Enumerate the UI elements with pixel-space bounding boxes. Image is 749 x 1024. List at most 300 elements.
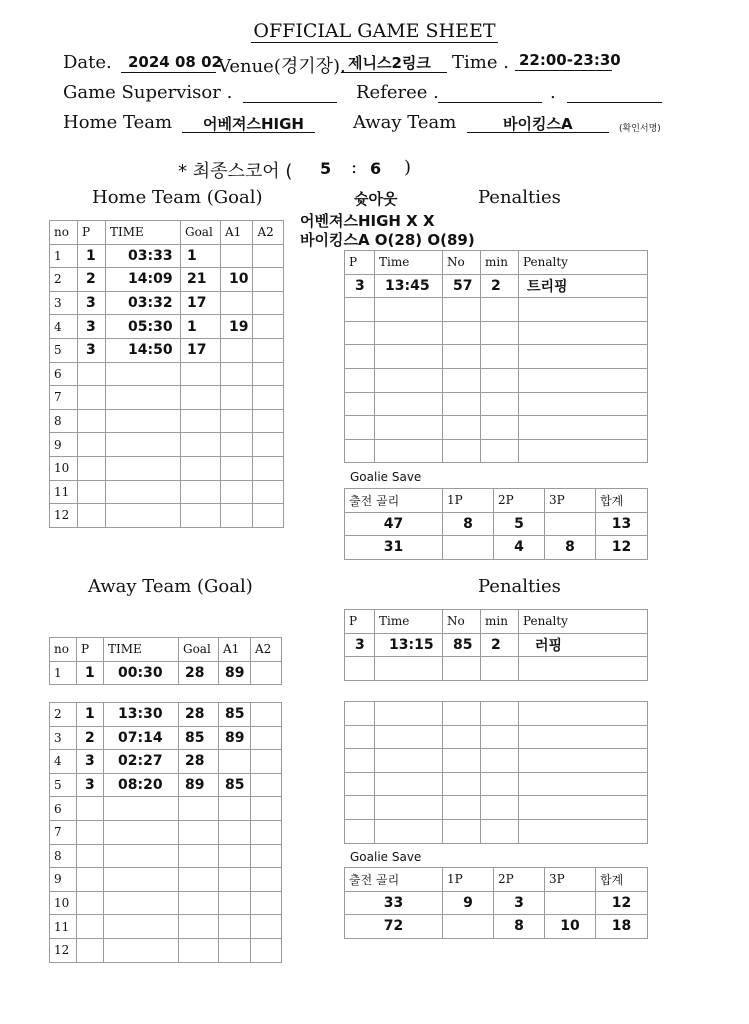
table-cell: [375, 702, 443, 726]
table-row: [50, 456, 284, 480]
table-row: [345, 633, 648, 657]
table-cell: [78, 386, 106, 410]
table-cell: 3: [78, 291, 106, 315]
table-cell: [104, 820, 179, 844]
table-cell: 3: [50, 291, 78, 315]
table-header-row: [50, 221, 284, 245]
table-cell: 21: [181, 268, 221, 292]
table-cell: [251, 820, 282, 844]
table-cell: [345, 819, 375, 843]
table-cell: [443, 536, 494, 560]
table-header-cell: 3P: [545, 489, 596, 513]
table-row: [50, 915, 282, 939]
table-cell: [221, 409, 253, 433]
table-cell: [345, 725, 375, 749]
table-cell: 85: [179, 726, 219, 750]
table-cell: [481, 819, 519, 843]
table-cell: 85: [219, 773, 251, 797]
date-label: Date.: [63, 52, 112, 73]
table-cell: [481, 657, 519, 681]
table-cell: 47: [345, 512, 443, 536]
table-cell: 5: [50, 773, 77, 797]
table-cell: 17: [181, 291, 221, 315]
table-row: [50, 661, 282, 685]
away-team-label: Away Team: [353, 112, 457, 133]
table-cell: 1: [181, 244, 221, 268]
table-cell: [104, 891, 179, 915]
table-row: [345, 392, 648, 416]
table-cell: [443, 796, 481, 820]
table-cell: [251, 726, 282, 750]
table-cell: [481, 416, 519, 440]
table-cell: [253, 480, 284, 504]
table-header-cell: 합계: [596, 868, 648, 892]
table-row: [50, 938, 282, 962]
table-cell: [104, 797, 179, 821]
table-header-cell: no: [50, 221, 78, 245]
table-header-cell: Time: [375, 251, 443, 275]
table-row: [50, 386, 284, 410]
table-cell: 10: [50, 456, 78, 480]
table-header-cell: min: [481, 610, 519, 634]
table-cell: 3: [345, 274, 375, 298]
table-header-cell: Goal: [179, 638, 219, 662]
table-cell: [251, 938, 282, 962]
table-row: [50, 409, 284, 433]
table-cell: [443, 657, 481, 681]
table-cell: [375, 749, 443, 773]
shootout-away: 바이킹스A O(28) O(89): [300, 231, 475, 249]
table-cell: [221, 362, 253, 386]
table-cell: 28: [179, 661, 219, 685]
table-cell: [519, 368, 648, 392]
table-header-cell: no: [50, 638, 77, 662]
table-header-cell: 1P: [443, 489, 494, 513]
table-cell: 05:30: [106, 315, 181, 339]
time-value: 22:00-23:30: [519, 51, 621, 69]
table-row: [50, 433, 284, 457]
table-cell: [345, 368, 375, 392]
table-cell: 85: [219, 703, 251, 727]
table-cell: 89: [179, 773, 219, 797]
away-goal-table-bottom: [49, 702, 282, 963]
table-cell: [78, 433, 106, 457]
table-cell: 3: [77, 773, 104, 797]
table-cell: [221, 504, 253, 528]
table-cell: [375, 772, 443, 796]
home-team-label: Home Team: [63, 112, 173, 133]
time-line: [515, 70, 612, 71]
table-cell: 러핑: [519, 633, 648, 657]
table-header-cell: A1: [221, 221, 253, 245]
table-cell: [375, 416, 443, 440]
table-cell: [251, 915, 282, 939]
away-goal-table-top: [49, 637, 282, 685]
away-penalties-table-bottom: [344, 701, 648, 844]
table-row: [345, 536, 648, 560]
table-cell: 2: [50, 703, 77, 727]
table-cell: [545, 512, 596, 536]
table-cell: 3: [78, 338, 106, 362]
table-cell: [181, 480, 221, 504]
table-cell: 8: [494, 915, 545, 939]
table-cell: 9: [50, 868, 77, 892]
table-cell: [181, 362, 221, 386]
table-cell: 1: [77, 661, 104, 685]
table-header-cell: A1: [219, 638, 251, 662]
table-cell: [179, 891, 219, 915]
table-cell: [519, 725, 648, 749]
table-row: [50, 291, 284, 315]
table-cell: [77, 891, 104, 915]
table-cell: [219, 820, 251, 844]
table-row: [50, 338, 284, 362]
table-cell: 72: [345, 915, 443, 939]
away-goalie-save-title: Goalie Save: [350, 850, 422, 864]
table-cell: 02:27: [104, 750, 179, 774]
table-row: [345, 416, 648, 440]
table-row: [50, 797, 282, 821]
table-header-cell: 합계: [596, 489, 648, 513]
table-cell: 12: [50, 938, 77, 962]
away-penalties-table-top: [344, 609, 648, 681]
table-row: [345, 657, 648, 681]
table-header-cell: TIME: [106, 221, 181, 245]
time-label: Time .: [452, 52, 509, 73]
table-cell: [219, 750, 251, 774]
table-cell: 9: [443, 891, 494, 915]
table-cell: [251, 773, 282, 797]
referee-separator: .: [550, 82, 556, 103]
table-cell: [443, 439, 481, 463]
table-row: [345, 915, 648, 939]
table-cell: [443, 298, 481, 322]
table-header-cell: P: [77, 638, 104, 662]
table-cell: 5: [50, 338, 78, 362]
table-cell: 28: [179, 703, 219, 727]
table-row: [50, 362, 284, 386]
table-cell: [77, 938, 104, 962]
table-cell: [375, 796, 443, 820]
table-row: [345, 772, 648, 796]
table-header-row: [345, 868, 648, 892]
table-cell: 03:33: [106, 244, 181, 268]
table-cell: 6: [50, 362, 78, 386]
table-row: [50, 480, 284, 504]
table-cell: [77, 820, 104, 844]
table-cell: [481, 749, 519, 773]
table-header-cell: A2: [253, 221, 284, 245]
table-cell: [219, 938, 251, 962]
table-cell: [106, 456, 181, 480]
table-cell: [251, 661, 282, 685]
table-cell: [253, 456, 284, 480]
table-cell: [181, 409, 221, 433]
table-cell: [345, 392, 375, 416]
table-cell: [345, 796, 375, 820]
table-cell: [253, 338, 284, 362]
table-cell: [221, 433, 253, 457]
table-cell: 57: [443, 274, 481, 298]
table-header-cell: Time: [375, 610, 443, 634]
table-cell: 08:20: [104, 773, 179, 797]
table-cell: [253, 362, 284, 386]
table-row: [345, 725, 648, 749]
table-row: [50, 244, 284, 268]
table-row: [50, 315, 284, 339]
date-value: 2024 08 02: [128, 53, 222, 71]
table-cell: [481, 298, 519, 322]
table-cell: [519, 819, 648, 843]
referee-label: Referee .: [356, 82, 439, 103]
table-cell: 3: [78, 315, 106, 339]
table-cell: 14:50: [106, 338, 181, 362]
final-score-home: 5: [320, 159, 332, 178]
table-header-cell: Penalty: [519, 251, 648, 275]
table-cell: [251, 868, 282, 892]
table-cell: 1: [78, 244, 106, 268]
table-cell: [443, 416, 481, 440]
table-header-cell: P: [345, 251, 375, 275]
table-cell: 3: [77, 750, 104, 774]
table-cell: 7: [50, 820, 77, 844]
table-cell: [443, 772, 481, 796]
table-cell: 4: [50, 315, 78, 339]
table-cell: [253, 268, 284, 292]
table-cell: [106, 504, 181, 528]
table-cell: [106, 362, 181, 386]
shootout-title: 슛아웃: [354, 190, 398, 208]
table-cell: [443, 368, 481, 392]
table-row: [50, 703, 282, 727]
table-cell: [77, 868, 104, 892]
table-header-cell: A2: [251, 638, 282, 662]
table-cell: [251, 844, 282, 868]
table-cell: [375, 725, 443, 749]
table-cell: [106, 480, 181, 504]
home-penalties-title: Penalties: [478, 187, 561, 208]
table-cell: [375, 392, 443, 416]
table-cell: [179, 915, 219, 939]
table-cell: 12: [596, 891, 648, 915]
table-header-cell: 2P: [494, 489, 545, 513]
table-cell: 1: [77, 703, 104, 727]
table-cell: [251, 891, 282, 915]
table-cell: [179, 797, 219, 821]
table-cell: 트리핑: [519, 274, 648, 298]
table-cell: [219, 868, 251, 892]
table-header-cell: P: [345, 610, 375, 634]
table-cell: 00:30: [104, 661, 179, 685]
table-row: [345, 796, 648, 820]
table-cell: [481, 439, 519, 463]
table-cell: 2: [78, 268, 106, 292]
table-header-cell: P: [78, 221, 106, 245]
table-cell: [375, 321, 443, 345]
home-penalties-table: [344, 250, 648, 463]
table-header-cell: 1P: [443, 868, 494, 892]
table-row: [50, 726, 282, 750]
table-cell: [251, 750, 282, 774]
table-cell: [78, 409, 106, 433]
table-cell: [481, 321, 519, 345]
table-header-row: [345, 251, 648, 275]
table-cell: [221, 244, 253, 268]
table-cell: [78, 504, 106, 528]
table-cell: [481, 772, 519, 796]
table-cell: [519, 796, 648, 820]
home-goalie-table: [344, 488, 648, 560]
table-cell: [253, 291, 284, 315]
table-cell: 3: [494, 891, 545, 915]
table-cell: [443, 749, 481, 773]
table-cell: 4: [50, 750, 77, 774]
away-goalie-table: [344, 867, 648, 939]
table-row: [50, 891, 282, 915]
table-cell: [375, 298, 443, 322]
table-row: [345, 274, 648, 298]
table-cell: [181, 433, 221, 457]
table-cell: [519, 749, 648, 773]
table-row: [345, 368, 648, 392]
table-cell: 2: [481, 633, 519, 657]
table-cell: [106, 409, 181, 433]
referee-line-1: [438, 102, 542, 103]
supervisor-label: Game Supervisor .: [63, 82, 233, 103]
home-goal-title: Home Team (Goal): [92, 187, 263, 208]
table-cell: 10: [50, 891, 77, 915]
table-cell: [519, 439, 648, 463]
table-cell: [104, 915, 179, 939]
table-cell: 19: [221, 315, 253, 339]
table-cell: [251, 797, 282, 821]
table-cell: 14:09: [106, 268, 181, 292]
table-cell: [78, 480, 106, 504]
table-row: [345, 512, 648, 536]
table-cell: 13: [596, 512, 648, 536]
table-cell: 85: [443, 633, 481, 657]
table-cell: [253, 409, 284, 433]
table-cell: [253, 244, 284, 268]
sheet-title: OFFICIAL GAME SHEET: [253, 20, 496, 42]
table-cell: [345, 321, 375, 345]
table-row: [345, 749, 648, 773]
table-cell: [253, 433, 284, 457]
table-header-cell: No: [443, 251, 481, 275]
table-cell: [106, 386, 181, 410]
table-row: [345, 321, 648, 345]
table-cell: [221, 456, 253, 480]
table-cell: [519, 321, 648, 345]
table-cell: [219, 844, 251, 868]
table-cell: [179, 938, 219, 962]
table-row: [50, 504, 284, 528]
table-cell: [443, 392, 481, 416]
away-goal-title: Away Team (Goal): [88, 576, 253, 597]
table-cell: [179, 844, 219, 868]
table-cell: [345, 772, 375, 796]
table-cell: 9: [50, 433, 78, 457]
table-header-cell: Penalty: [519, 610, 648, 634]
table-cell: [519, 298, 648, 322]
table-cell: 1: [50, 661, 77, 685]
table-row: [50, 268, 284, 292]
table-row: [345, 439, 648, 463]
table-cell: [443, 321, 481, 345]
table-header-cell: min: [481, 251, 519, 275]
table-cell: [179, 868, 219, 892]
table-cell: [481, 796, 519, 820]
table-cell: 89: [219, 726, 251, 750]
table-cell: 3: [50, 726, 77, 750]
table-cell: [77, 797, 104, 821]
table-cell: [443, 725, 481, 749]
table-cell: [104, 844, 179, 868]
table-row: [50, 844, 282, 868]
table-cell: [345, 416, 375, 440]
table-cell: [443, 345, 481, 369]
date-line: [121, 72, 216, 73]
table-cell: 8: [50, 409, 78, 433]
final-score-label: * 최종스코어 (: [178, 161, 293, 182]
table-cell: [179, 820, 219, 844]
table-header-cell: 2P: [494, 868, 545, 892]
table-row: [345, 702, 648, 726]
table-cell: [219, 797, 251, 821]
table-row: [50, 773, 282, 797]
table-cell: [78, 362, 106, 386]
table-cell: 10: [545, 915, 596, 939]
table-cell: [443, 819, 481, 843]
table-header-row: [50, 638, 282, 662]
table-cell: [219, 915, 251, 939]
table-cell: [221, 338, 253, 362]
table-header-row: [345, 610, 648, 634]
table-header-cell: No: [443, 610, 481, 634]
table-cell: [345, 298, 375, 322]
table-cell: 13:30: [104, 703, 179, 727]
table-header-cell: TIME: [104, 638, 179, 662]
table-row: [345, 891, 648, 915]
table-cell: [77, 915, 104, 939]
table-cell: [481, 725, 519, 749]
table-cell: 2: [50, 268, 78, 292]
table-cell: 8: [50, 844, 77, 868]
table-row: [345, 345, 648, 369]
home-goal-table: [49, 220, 284, 528]
confirm-signature-label: (확인서명): [619, 124, 661, 134]
table-cell: 4: [494, 536, 545, 560]
table-cell: [221, 480, 253, 504]
table-cell: 28: [179, 750, 219, 774]
table-cell: [545, 891, 596, 915]
table-row: [345, 298, 648, 322]
table-cell: [519, 345, 648, 369]
table-cell: 33: [345, 891, 443, 915]
table-cell: [253, 504, 284, 528]
table-cell: [519, 657, 648, 681]
away-penalties-title: Penalties: [478, 576, 561, 597]
table-cell: [375, 657, 443, 681]
table-cell: [221, 291, 253, 315]
table-cell: 12: [50, 504, 78, 528]
table-header-cell: 출전 골리: [345, 489, 443, 513]
table-cell: [443, 915, 494, 939]
table-cell: 8: [545, 536, 596, 560]
table-cell: 11: [50, 915, 77, 939]
table-cell: [345, 657, 375, 681]
table-cell: [221, 386, 253, 410]
